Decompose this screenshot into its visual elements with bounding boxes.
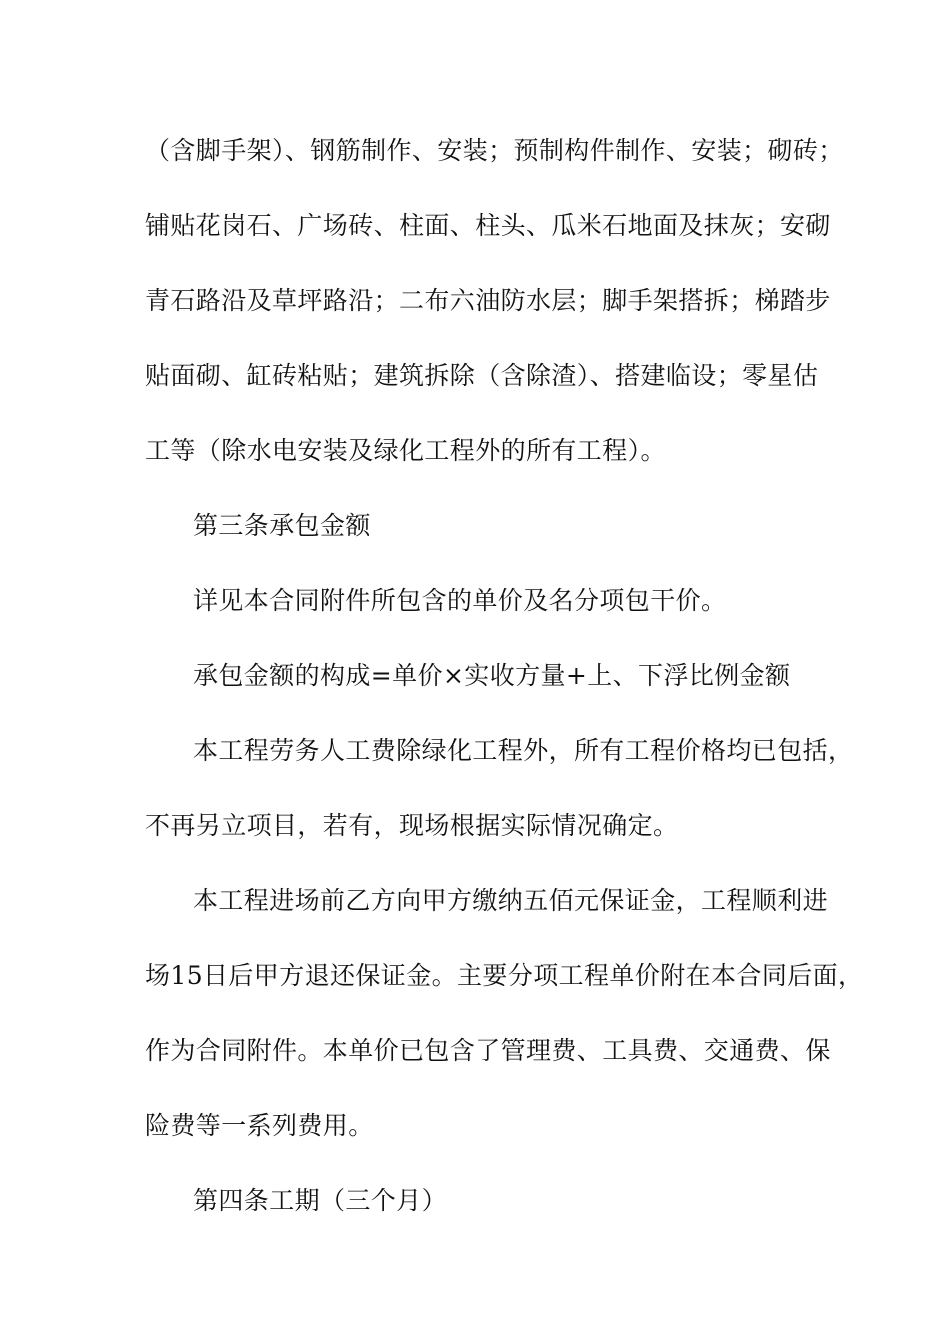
body-line: （含脚手架）、钢筋制作、安装；预制构件制作、安装；砌砖；: [145, 136, 844, 165]
body-line: 不再另立项目，若有，现场根据实际情况确定。: [145, 811, 679, 840]
section-heading-article-4: 第四条工期（三个月）: [193, 1186, 448, 1215]
body-line: 本工程进场前乙方向甲方缴纳五佰元保证金，工程顺利进: [193, 886, 829, 915]
body-line: 险费等一系列费用。: [145, 1111, 374, 1140]
body-line: 详见本合同附件所包含的单价及名分项包干价。: [193, 586, 727, 615]
section-heading-article-3: 第三条承包金额: [193, 511, 371, 540]
body-line: 铺贴花岗石、广场砖、柱面、柱头、瓜米石地面及抹灰；安砌: [145, 211, 831, 240]
body-line: 场15日后甲方退还保证金。主要分项工程单价附在本合同后面，: [145, 961, 864, 990]
body-line: 作为合同附件。本单价已包含了管理费、工具费、交通费、保: [145, 1036, 831, 1065]
body-line: 工等（除水电安装及绿化工程外的所有工程）。: [145, 436, 666, 465]
body-line: 贴面砌、缸砖粘贴；建筑拆除（含除渣）、搭建临设；零星估: [145, 361, 819, 390]
body-line: 青石路沿及草坪路沿；二布六油防水层；脚手架搭拆；梯踏步: [145, 286, 831, 315]
body-line: 本工程劳务人工费除绿化工程外，所有工程价格均已包括，: [193, 736, 854, 765]
formula-line: 承包金额的构成=单价×实收方量+上、下浮比例金额: [193, 661, 791, 690]
